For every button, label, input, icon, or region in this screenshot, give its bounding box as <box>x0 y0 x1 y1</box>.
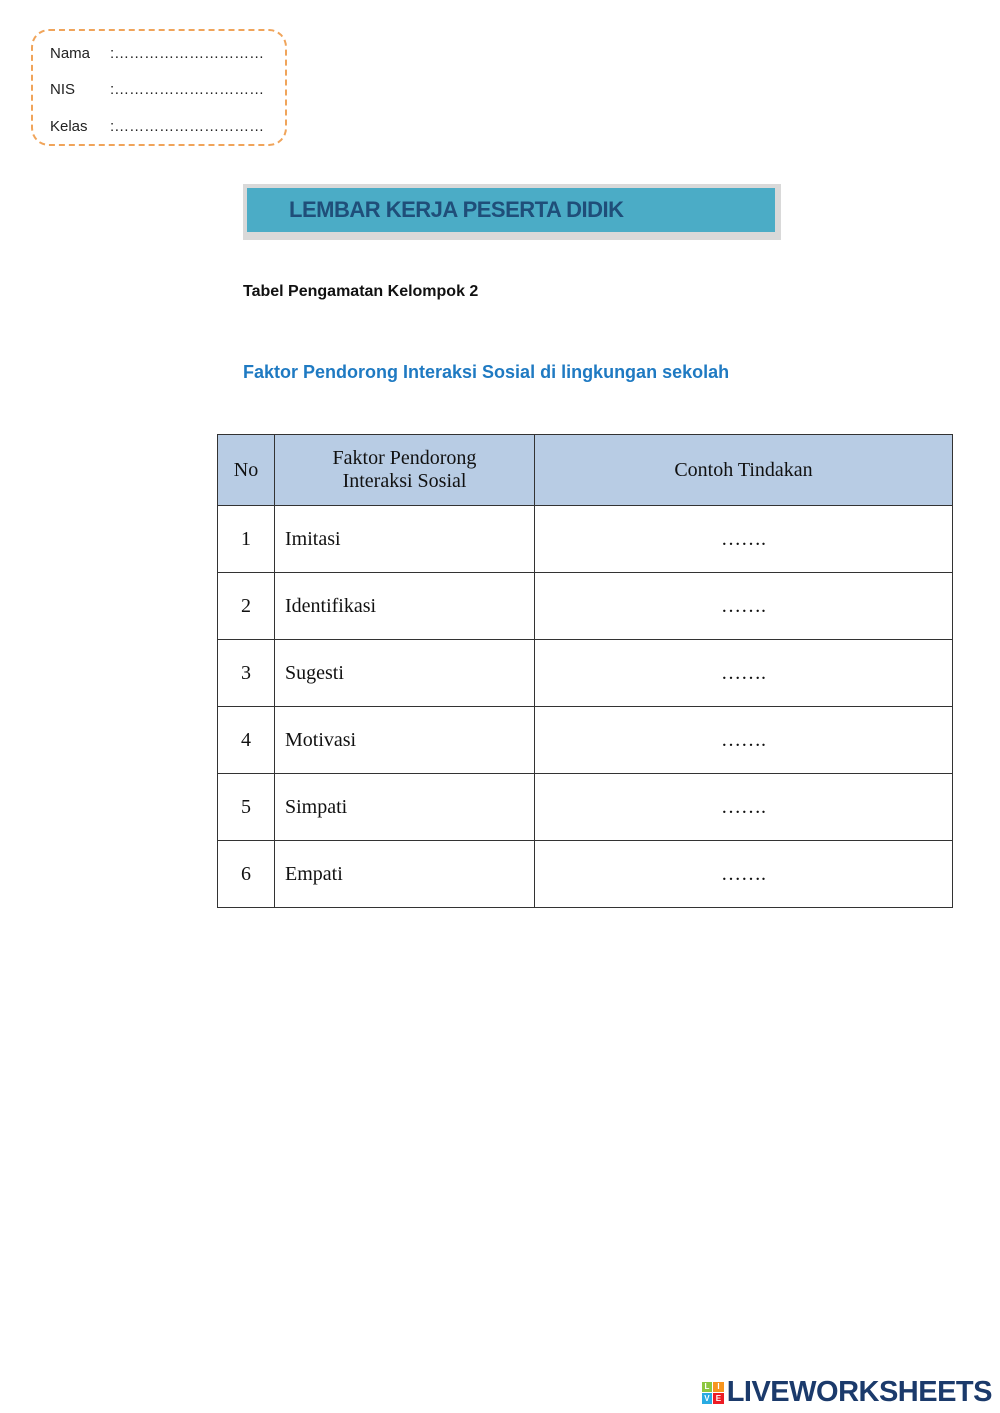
nis-label: NIS <box>50 81 76 98</box>
row-no: 4 <box>218 707 275 774</box>
row-no: 5 <box>218 774 275 841</box>
row-factor: Sugesti <box>275 640 535 707</box>
table-row <box>218 707 953 774</box>
row-factor: Simpati <box>275 774 535 841</box>
table-subtitle: Tabel Pengamatan Kelompok 2 <box>243 283 479 300</box>
liveworksheets-logo <box>702 1376 992 1409</box>
logo-text: LIVEWORKSHEETS <box>726 1376 992 1408</box>
worksheet-banner <box>247 188 775 232</box>
table-row <box>218 640 953 707</box>
logo-letter: E <box>713 1393 724 1404</box>
row-example-blank[interactable]: ……. <box>535 707 953 774</box>
row-no: 6 <box>218 841 275 908</box>
logo-letter: L <box>702 1382 713 1393</box>
row-no: 2 <box>218 573 275 640</box>
logo-letter: I <box>713 1382 724 1393</box>
logo-letter: V <box>702 1393 713 1404</box>
section-heading: Faktor Pendorong Interaksi Sosial di lingkungan sekolah <box>243 362 730 382</box>
observation-table <box>217 434 953 908</box>
row-example-blank[interactable]: ……. <box>535 506 953 573</box>
table-row <box>218 774 953 841</box>
header-factor-line2: Interaksi Sosial <box>342 470 467 492</box>
row-example-blank[interactable]: ……. <box>535 573 953 640</box>
header-example: Contoh Tindakan <box>535 435 953 506</box>
row-factor: Motivasi <box>275 707 535 774</box>
row-example-blank[interactable]: ……. <box>535 640 953 707</box>
row-factor: Imitasi <box>275 506 535 573</box>
table-row <box>218 506 953 573</box>
table-row <box>218 841 953 908</box>
class-label: Kelas <box>50 118 88 135</box>
header-no: No <box>218 435 275 506</box>
name-field <box>50 45 264 62</box>
table-row <box>218 573 953 640</box>
row-no: 3 <box>218 640 275 707</box>
banner-title: LEMBAR KERJA PESERTA DIDIK <box>289 197 624 222</box>
nis-field <box>50 81 264 98</box>
table-header-row <box>218 435 953 506</box>
row-factor: Identifikasi <box>275 573 535 640</box>
student-identity-box <box>31 29 287 146</box>
row-factor: Empati <box>275 841 535 908</box>
nis-blank[interactable]: :………………………… <box>110 81 265 98</box>
name-label: Nama <box>50 45 91 62</box>
class-blank[interactable]: :………………………… <box>110 118 265 135</box>
class-field <box>50 118 264 135</box>
row-example-blank[interactable]: ……. <box>535 774 953 841</box>
header-factor <box>275 435 535 506</box>
header-factor-line1: Faktor Pendorong <box>332 447 477 469</box>
row-no: 1 <box>218 506 275 573</box>
liveworksheets-logo-icon <box>702 1382 724 1404</box>
row-example-blank[interactable]: ……. <box>535 841 953 908</box>
name-blank[interactable]: :………………………… <box>110 45 265 62</box>
